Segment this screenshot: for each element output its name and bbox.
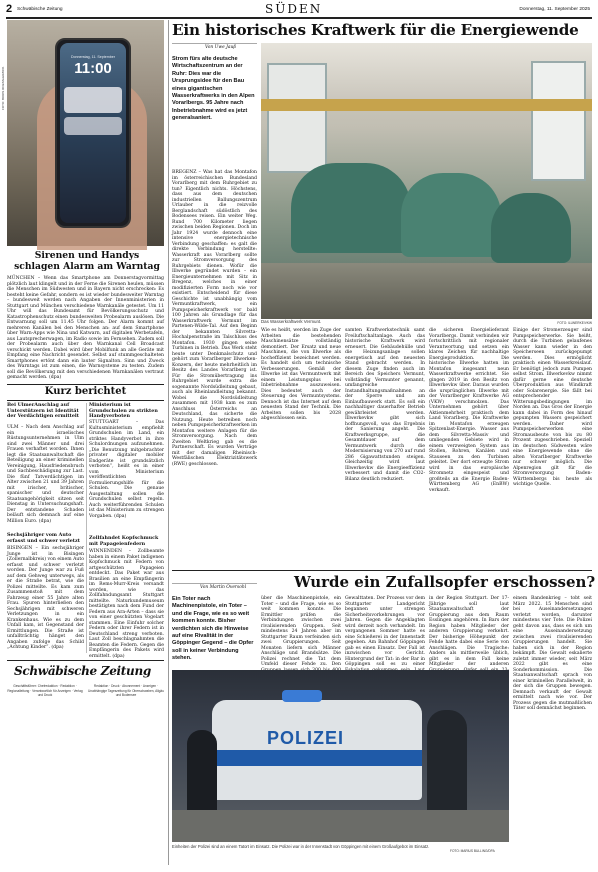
kraftwerk-col4: die sicheren Energielieferant Vorarlbergs. Damit verbinden wir fortschrittlich mit regionaler Verantwortung und setzen ein klares Zeichen für nachhaltige Energieproduktion. Die historische Illwerke hatten im Montafon insgesamt neun Wasserkraftwerke errichtet. Sie gingen 2019 in den Besitz von Illwerkevkw über. Daraus wurden die ursprünglichen Illwerke mit der Vorarlberger Kraftwerke AG (VKW) verschmolzen. Das Unternehmen gehört über Aktienmehrheit praktisch dem Land Vorarlberg. Die Kraftwerke im Montafon erzeugen Spitzenlast-Energie. Wasser aus dem Silvretta-Massiv und umliegenden Gebiete wird in einem verzweigten System aus Stollen, Rohren, Kanälen und Stauseen zu den Turbinen geleitet. Der dort erzeugte Strom wird in das europäische Stromnetz eingespeist und großteils an die Energie Baden-Württemberg AG (EnBW) verkauft. <box>429 328 509 493</box>
kurz-item-bisingen-body: BISINGEN – Ein sechsjähriger Junge ist in Bisingen (Zollernalbkreis) von einem Auto erfasst und schwer verletzt worden. Der Junge war zu Fuß auf dem Gehweg unterwegs, als er die Straße betrat, wie die Polizei mitteilte. Es kam zum Zusammenstoß mit dem Fahrzeug einer 55 Jahre alten Frau. Spuren hinterließen den Sechsjährigen mit schweren Verletzungen in ein Krankenhaus. Wie es zu dem Unfall kam, ist Gegenstand der Ermittlungen. Die Straße ist unfallträchtig hänget den Angaben zufolge das Schild „Achtung Kinder“. (dpa) <box>7 546 84 650</box>
kraftwerk-photo-credit: FOTO: ILLWERKE/VKW <box>557 321 592 325</box>
kurz-title: Kurz berichtet <box>44 386 127 397</box>
kurz-item-handy-headline: Ministerium ist Grundschulen zu strikten Handyverboten <box>89 402 158 420</box>
schuss-col4: in der Region Stuttgart. Der 17-Jährige soll laut Staatsanwaltschaft der Gruppierung aus dem Raum Esslingen angehören. In Bars der Region haben Mitglieder der anderen Gruppierung verkehrt. Der bisherige Höhepunkt der Fehde hatte dabei eine Serie von Anschlägen. Die Tragische: Anders als mittlerweile üblich, gibt es in dem Fall keine Mitglieder der anderen <box>429 596 509 667</box>
police-lettering: POLIZEI <box>267 728 345 748</box>
kurz-item-ulm-headline: Bei UlmerAnschlag auf Unterstützern ist Identität der Verdächtigen ermittelt <box>7 402 79 420</box>
warntag-photo-credit: FOTO: BORIS ROESSLER/DPA <box>1 66 5 110</box>
turbine-left <box>291 163 411 253</box>
police-photo <box>172 670 509 842</box>
phone-screen <box>60 43 126 223</box>
kraftwerk-author-rule <box>172 43 257 44</box>
impressum-rule <box>7 660 164 661</box>
kraftwerk-col3: samten Kraftwerkstechnik samt Freiluftschaltanlage. Auch das historische Kraftwerk wird erneuert. Die Gebäudehülle und die Heizungsanlage sollen energetisch auf den neuesten Stand gebracht werden. In diesem Zuge finden auch im Bereich des Speichers Vermunt, vollständig Vermunter genannt, umfangreiche Instandhaltungsmaßnahmen an der Sperre und am Einlaufbauwerk statt. Es soll ein nachhaltiger dauerhafter Betrieb gewährleistet werden. Illwerkevkw gibt sich hoffnungsvoll, was das Ergebnis der Sanierung angeht. Die Kraftwerksgruppe, die Gesamtdauer auf dem Vermuntwerk durch die Modernisierung von 270 auf rund 286 Gigawattstunden steigen. Gleichzeitig wird laut Illwerkevkw die Energieeffizienz verbessert und damit die CO2-Bilanz deutlich reduziert. <box>345 328 425 482</box>
schuss-col5: einem Bandenkrieg – tobt seit März 2022. 15 Menschen sind bei Auseinandersetzungen verletzt worden, darunter mindestens vier Tote. Die Polizei geht davon aus, dass es sich um eine Auseinandersetzung zwischen zwei rivalisierenden Gruppierungen handelt. Sie haben sich in der Region bekämpft. Die Gewalt eskalierte zuletzt immer wieder, seit März 2022 gibt es eine Sonderkommission. Die Staatsanwaltschaft sprach von einer kriminellen Parallelwelt, in der sich die Gruppen bewegen. Demnach verkauft der Gewalt ermittelt nach wie vor. Der Prozess gegen die mutmaßlichen Täter soll demnächst beginnen. <box>513 596 592 711</box>
section-title: SÜDEN <box>265 2 323 16</box>
hall-window-left <box>267 63 327 173</box>
impressum-col1: Geschäftsführer: Chefredaktion · Redaktion · Regionalleitung · Verantwortlich für Anzeigen · Verlag und Druck <box>7 684 83 698</box>
header-rule <box>6 17 592 19</box>
paper-name: Schwäbische Zeitung <box>17 7 63 12</box>
kraftwerk-author: Von Uwe Jauß <box>205 45 237 50</box>
warntag-photo <box>7 20 164 246</box>
kraftwerk-lead: Strom fürs alte deutsche Wirtschaftszentrum an der Ruhr: Dies war die Ursprungsidee für den Bau eines gigantischen Wasserkraftwerks in den Alpen Vorarlbergs. 95 Jahre nach Inbetriebnahme wird es jetzt generalsaniert. <box>172 56 255 122</box>
turbine-right <box>491 193 571 263</box>
kraftwerk-photo <box>261 43 592 319</box>
street-ground <box>172 810 509 842</box>
schuss-lead: Ein Toter nach Machinenpistole, ein Toter – und die Frage, wie es so weit kommen konnte. Bisher verdichten sich die Hinweise auf eine Rivalität in der Göppinger Gegend – die Opfer soll in keiner Verbindung stehen. <box>172 596 254 662</box>
page-date: Donnerstag, 11. September 2025 <box>519 7 590 12</box>
impressum-logo: Schwäbische Zeitung <box>14 664 151 678</box>
kurz-item-ulm-body: ULM – Nach dem Anschlag auf ein israelisches Rüstungsunternehmen in Ulm sind zwei Männer und drei Frauen verhaftet worden. Ihnen legt die Staatsanwaltschaft die Beteiligung an einer kriminellen Vereinigung, Hausfriedensbruch und Sachbeschädigung zur Last. Die fünf Tatverdächtigen im Alter zwischen 21 und 39 Jahren mit irischer, britischer, spanischer und deutscher Staatsangehörigkeit sitzen seit Dienstag in Untersuchungshaft. Der entstandene Schaden beläuft sich demnach auf eine Million Euro. (dpa) <box>7 425 84 524</box>
page-number: 2 <box>6 3 13 15</box>
kurz-item-zoll-body: WINNENDEN – Zollbeamte haben in einem Paket indigenen Kopfschmuck mit Federn von artgeschützten Papageien entdeckt. Das Paket war aus Brasilien an eine Empfängerin im Rems-Murr-Kreis versandt worden, wie das Zollfahndungsamt Stuttgart mitteilte. Naturkundemuseum bestätigten nach dem Fund der Federn aus Ara-Arten – dass sie von einer geschützten Vogelart stammen. Eine Einfuhr solcher Federn oder ihrer Federn ist in Deutschland streng verboten. Laut Zoll beschlagnahmten die Beamten die Federn. Gegen die Empfängerin des Pakets wird ermittelt. (dpa) <box>89 549 164 659</box>
alert-notification-2 <box>64 117 122 135</box>
schuss-col3: Gewalttaten. Der Prozess vor dem Stuttgarter Landgericht begannen unter strengen Sicherheitsvorkehrungen vor Jahren. Gegen die Angeklagten wird derzeit noch verhandelt. Im vergangenen Sommer hatte es eine Schießerei in der Innenstadt gegeben. Am Bahnhof Göppingen gab es einen Einsatz. Der Fall ist inzwischen vor Gericht. Hintergrund der Tat: in der Bar in Göppingen soll es zu einer <box>345 596 425 667</box>
blue-light <box>282 690 322 702</box>
schuss-author-rule <box>172 583 257 584</box>
kraftwerk-headline: Ein historisches Kraftwerk für die Energiewende <box>172 21 579 39</box>
hall-window-right <box>531 61 586 181</box>
kurz-divider <box>86 403 87 653</box>
turbine-center <box>401 173 501 257</box>
main-column-divider <box>168 20 169 865</box>
kraftwerk-body-col1: BREGENZ – Was hat das Montafon im österreichischen Bundesland Vorarlberg mit dem Ruhrgebiet zu tun? Eigentlich nichts. Höchstens, dass aus dem deutschen industriellen Ballungszentrum Urlauber in die reizvolle Berglandschaft südöstlich des Bodensees reisen. Ein weiter Weg. Rund 700 Kilometer liegen zwischen beiden Regionen. Doch im Jahr 1924 wurde dennoch eine intensive energietechnische Verbindung geschaffen: es galt die direkte Verbindung herstellte: Wasserkraft aus Vorarlberg sollte zur Stromversorgung des Ruhrgebiets dienen. Wofür die Illwerke gegründet wurden – ein Energieunternehmen mit Sitz in Bregenz, welches in einer modifizierten Form noch wie vor existiert. Entscheidend für diese Geschichte ist unabhängig vom Vermuntkraftwerk, ein Pumpspeicherkraftwerk vor bald 100 Jahren als Grundlage für das Wasserkraftwerk Vermunt im Partenen-Wilde-Tal. Auf den Beginn der bekannten Silvretta-Hochalpenstraße im Talschluss des Montafon. 1930 gingen seine Turbinen in Betrieb. Das Werk steht heute unter Denkmalschutz und gehört zum Vorarlberger Illwerken-Konzern, der heute mehrheitlich im Besitz des Landes Vorarlberg ist. Für die Stromübertragung ins Ruhrgebiet wurde extra die sogenannte Nordsüdleitung gebaut, auch als Rheinlandleitung bekannt. Wobei die Nordsüdleitung zusammen mit 1938 kam es zum Anschluss Österreichs an Deutschland, das sicherte die Nutzung. Heute betreiben noch neben Pumpspeicherkraftwerken im Montafon weitere Anlagen für die Stromversorgung. Nach dem Zweiten Weltkrieg gab es die Partnerschaft. Es wurden Verträge mit der damaligen Rheinisch-Westfälischen Elektrizitätswerk (RWE) geschlossen. <box>172 170 257 467</box>
impressum-col2: Redaktion · Druck · Abonnement · Anzeigen · Unabhängige Tageszeitung für Oberschwaben, Allgäu und Bodensee <box>88 684 164 698</box>
police-stripe <box>212 750 422 766</box>
kraftwerk-photo-caption: Das Wasserkraftwerk Vermunt. <box>261 319 322 324</box>
crane-beam <box>261 99 592 111</box>
kurz-item-zoll-headline: Zollfahndet Kopfschmuck mit Papageienfedern <box>89 535 159 547</box>
kraftwerk-col5: Einige der Stromerzeuger sind Pumpspeicherwerke. Sie heißt, durch die Turbinen gelaufenes Wasser kann wieder in den Speicherseen zurückgepumpt werden. Dies ermöglicht praktisch einen Wasserkreislauf. Er benötigt jedoch zum Pumpen selbst Strom. Illwerkevkw nimmt dafür gerne eine deutsche Überproduktion aus Windkraft oder Solarenergie. Sie fällt bei entsprechender Witterungsbedingungen im Norden an. Das Gros der Energie kann dabei in Form des hinauf gepumpten Wassers gespeichert werden. Daher wird Pumpspeicherwerken eine Stromausbeute von bis zu 80 Prozent zugeschrieben. Speziell im deutschen Südwesten wäre eine Energiewende ohne die alten Vorarlberger Kraftwerke nur schwer möglich. Die Alpenregion gilt für die Stromversorgung Baden-Württembergs bis heute als wichtige Quelle. <box>513 328 592 487</box>
schuss-headline: Wurde ein Zufallsopfer erschossen? <box>294 573 596 591</box>
kraftwerk-col2: Wie es heißt, werden im Zuge der Arbeiten die bestehenden Maschinensätze vollständig demontiert. Der Ersatz und neue Maschinen, die von Illwerke als hocheffizient bezeichnet werden. Es handelt sich um technische Verbesserungen. Gemäß der Illwerke ist das Vermuntwerk mit einem Leistungsplus bei Inbetriebnahme auszuweisen. Dies bedeutet auch der Steuerung des Vermuntsystems. Dennoch ist das Internet auf dem neuesten Stand der Technik. Die Arbeiten sollen bis 2028 abgeschlossen sein. <box>261 328 341 421</box>
phone-device <box>55 38 131 228</box>
alert-notification <box>64 87 122 113</box>
phone-date: Donnerstag, 11. September <box>71 55 115 59</box>
kurz-item-bisingen-headline: Sechsjähriger vom Auto erfasst und schwer verletzt <box>7 532 80 544</box>
phone-time: 11:00 <box>74 60 112 77</box>
hall-floor <box>261 263 592 319</box>
kurz-item-handy-body: STUTTGART – Das Kultusministerium empfiehlt Grundschulen im Land, ein striktes Handyverbot in ihre Schulordnungen aufzunehmen. „Die Benutzung mitgebrachter privater digitaler mobiler Endgeräte ist grundsätzlich verboten“, heißt es in einer vom Ministerium veröffentlichten Formulierungshilfe für die Schulen. Die genaue Ausgestaltung sollen die Grundschulen selbst regeln. Auch weiterführenden Schulen ist das Ministerium zu strengen Vorgaben. (dpa) <box>89 420 164 519</box>
warntag-headline: Sirenen und Handys schlagen Alarm am Warntag <box>14 250 160 272</box>
schuss-author: Von Martin Oversohl <box>200 585 247 590</box>
police-photo-caption: Einheiten der Polizei sind an einem Tatort im Einsatz. Die Polizei war in der Innenstadt von Göppingen mit einem Großaufgebot im Einsatz. <box>172 844 430 849</box>
kurz-rule-top <box>7 384 164 385</box>
article-separator <box>172 570 592 571</box>
police-photo-credit: FOTO: MARIUS BULLING/DPA <box>450 849 495 853</box>
schuss-col2: über die Maschinenpistole, ein Toter – und die Frage, wie es so weit kommen konnte. Die Ermittler prüfen die Verbindungen zwischen zwei rivalisierenden Gruppen. Seit mindestens 24 Jahren aber im Stuttgarter Raum verfeinden sich zwei Gruppierungen. Seit Monaten liefern sich Männer Anschläge und Brandsätze. Die Polizei rechnet die Tat dem Umfeld dieser Fehde zu. Den <box>261 596 341 667</box>
kurz-rule-bottom <box>7 400 164 401</box>
warntag-body: MÜNCHEN – Wenn das Smartphone am Donnerstagvormittag plötzlich laut klingelt und in der Ferne die Sirenen heulen, müssen die Menschen im Südwesten und in Bayern nicht erschrecken: Es besteht keine Gefahr, sondern es ist wieder bundesweiter Warntag – bundesweit werden nach Angaben der Innenministerien in Stuttgart und München verschiedene Warnkanäle getestet. Um 11 Uhr will das Bundesamt für Bevölkerungsschutz und Katastrophenschutz einen bundesweiten Probealarm auslösen. Die Entwarnung soll um 11.45 Uhr folgen. Der Alarm kommt auf mehreren Kanälen bei den Menschen an: auf dem Smartphone über Warn-Apps wie Nina und Katwarn, auf digitalen Werbetafeln, aus Lautsprecherwagen, im Radio sowie im Fernsehen. Zudem soll der Probealarm auch über den Warnkanal Cell Broadcast verschickt werden. Dabei wird über Mobilfunk an alle Geräte mit Empfang eine Nachricht gesendet. Selbst auf stummgeschalteten Smartphones ertönt dann ein lauter Signalton. Sinn und Zweck des Warntags ist zum einen, die Warnsysteme zu testen. Zudem soll die Bevölkerung mit den verschiedenen Warnkanälen vertraut gemacht werden. (dpa) <box>7 276 164 380</box>
